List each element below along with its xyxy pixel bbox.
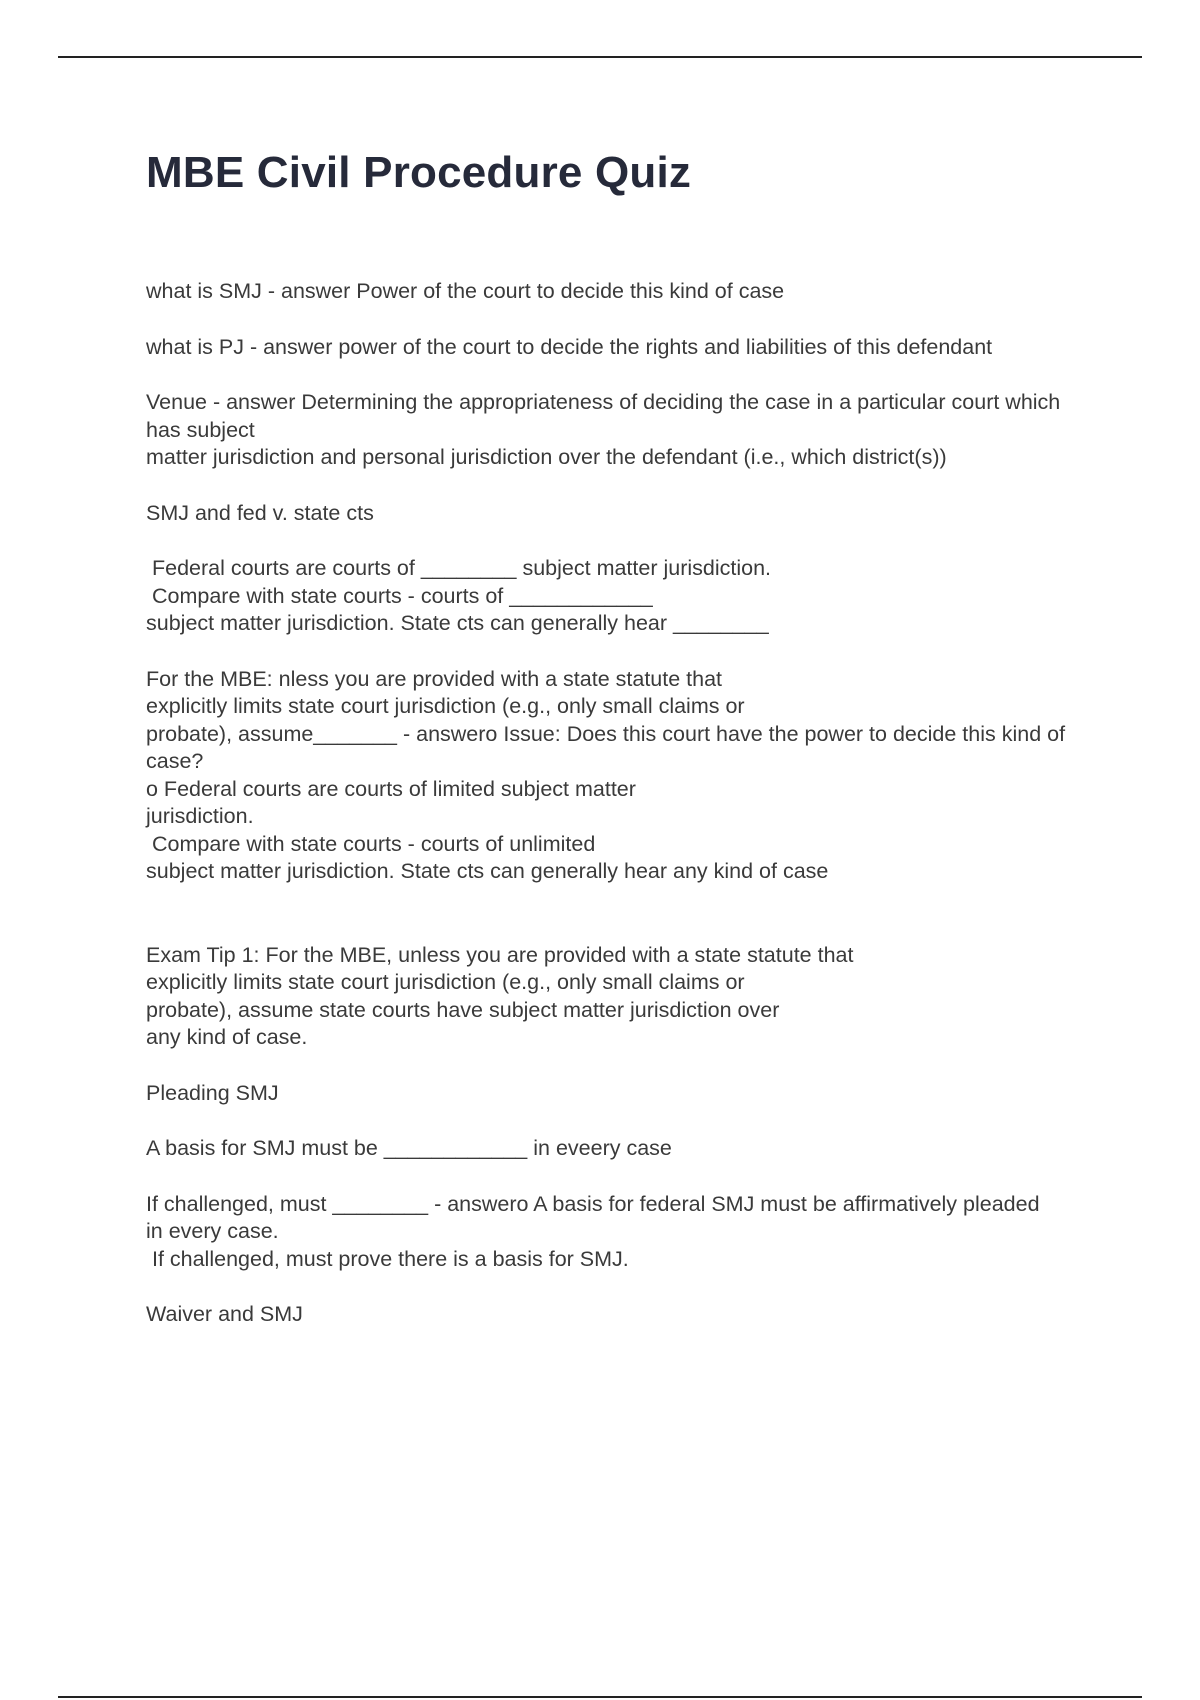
fill-in-smj-basis-text: A basis for SMJ must be ____________ in eveery case [146, 1136, 672, 1160]
bottom-rule [58, 1696, 1142, 1698]
heading-waiver-smj-text: Waiver and SMJ [146, 1302, 303, 1326]
heading-pleading-smj [146, 1080, 1086, 1108]
qa-mbe-assume-line-7: subject matter jurisdiction. State cts can generally hear any kind of case [146, 859, 829, 883]
qa-if-challenged [146, 1191, 1086, 1274]
fill-in-fed-courts-line-2: Compare with state courts - courts of ____________ [146, 583, 653, 608]
exam-tip-1 [146, 942, 1086, 1052]
document-content [146, 142, 1086, 1357]
exam-tip-1-line-4: any kind of case. [146, 1025, 308, 1049]
qa-mbe-assume-line-6: Compare with state courts - courts of unlimited [146, 831, 596, 856]
qa-mbe-assume-line-1: For the MBE: nless you are provided with a state statute that [146, 666, 723, 691]
fill-in-fed-courts-line-3: subject matter jurisdiction. State cts can generally hear ________ [146, 611, 769, 635]
qa-venue [146, 389, 1086, 472]
fill-in-smj-basis [146, 1135, 1086, 1163]
qa-smj-text: what is SMJ - answer Power of the court to decide this kind of case [146, 279, 785, 303]
exam-tip-1-line-2: explicitly limits state court jurisdiction (e.g., only small claims or [146, 970, 745, 994]
qa-mbe-assume-line-4: o Federal courts are courts of limited subject matter [146, 776, 636, 801]
qa-if-challenged-line-1: If challenged, must ________ - answero A basis for federal SMJ must be affirmatively pleaded [146, 1191, 1040, 1216]
qa-pj-text: what is PJ - answer power of the court to decide the rights and liabilities of this defendant [146, 334, 993, 359]
top-rule [58, 56, 1142, 58]
qa-if-challenged-line-3: If challenged, must prove there is a basis for SMJ. [146, 1246, 629, 1271]
document-title: MBE Civil Procedure Quiz [146, 148, 692, 197]
qa-venue-line-2: matter jurisdiction and personal jurisdiction over the defendant (i.e., which district(s)) [146, 445, 947, 469]
qa-pj [146, 334, 1086, 362]
qa-mbe-assume-line-5: jurisdiction. [146, 804, 254, 828]
qa-mbe-assume-line-2: explicitly limits state court jurisdiction (e.g., only small claims or [146, 694, 745, 718]
fill-in-fed-courts [146, 555, 1086, 638]
heading-pleading-smj-text: Pleading SMJ [146, 1080, 279, 1105]
qa-venue-line-1: Venue - answer Determining the appropriateness of deciding the case in a particular court which has subject [146, 390, 1061, 442]
fill-in-fed-courts-line-1: Federal courts are courts of ________ subject matter jurisdiction. [146, 556, 772, 580]
heading-smj-fed-state-text: SMJ and fed v. state cts [146, 500, 374, 525]
exam-tip-1-line-3: probate), assume state courts have subject matter jurisdiction over [146, 997, 780, 1022]
qa-mbe-assume-line-3: probate), assume_______ - answero Issue: Does this court have the power to decide this kind of case? [146, 721, 1066, 773]
heading-smj-fed-state [146, 500, 1086, 528]
qa-smj [146, 278, 1086, 306]
exam-tip-1-line-1: Exam Tip 1: For the MBE, unless you are provided with a state statute that [146, 942, 854, 967]
qa-if-challenged-line-2: in every case. [146, 1219, 279, 1243]
qa-mbe-assume [146, 666, 1086, 886]
document-body [146, 278, 1086, 1329]
heading-waiver-smj [146, 1301, 1086, 1329]
